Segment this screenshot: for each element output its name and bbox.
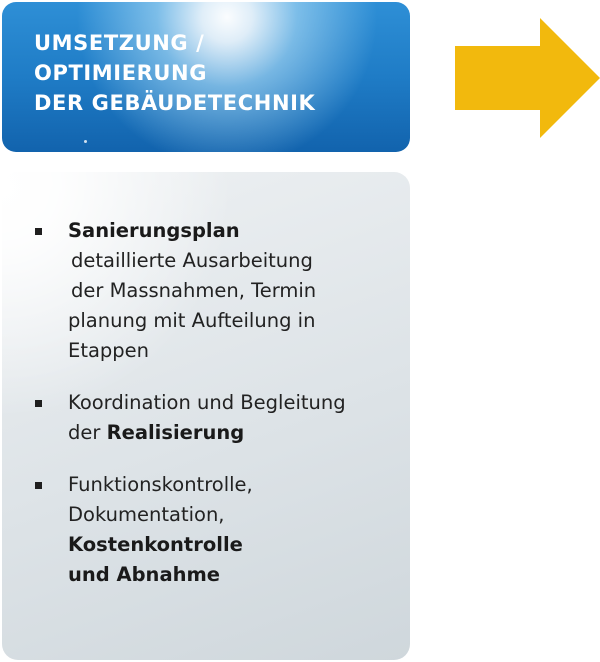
bullet-list bbox=[32, 216, 402, 590]
bullet-bold-text: Realisierung bbox=[106, 421, 245, 444]
bullet-text-line bbox=[68, 418, 402, 448]
bullet-bold-text: und Abnahme bbox=[68, 563, 221, 586]
phase-title-line-3: DER GEBÄUDETECHNIK bbox=[34, 91, 316, 115]
bullet-bold-text: Kostenkontrolle bbox=[68, 533, 243, 556]
bullet-text-line: Etappen bbox=[68, 339, 150, 362]
bullet-title: Sanierungsplan bbox=[68, 219, 240, 242]
phase-title bbox=[34, 28, 315, 118]
content-box bbox=[2, 172, 410, 660]
arrow-shape bbox=[455, 18, 600, 138]
phase-title-line-1: UMSETZUNG / bbox=[34, 31, 205, 55]
bullet-text-line: Dokumentation, bbox=[68, 503, 225, 526]
bullet-item-funktionskontrolle bbox=[32, 470, 402, 590]
bullet-text-line: Koordination und Begleitung bbox=[68, 391, 346, 414]
bullet-text-line: detaillierte Ausarbeitung bbox=[71, 249, 313, 272]
phase-title-line-2: OPTIMIERUNG bbox=[34, 61, 208, 85]
bullet-text-line: Funktionskontrolle, bbox=[68, 473, 253, 496]
bullet-item-sanierungsplan bbox=[32, 216, 402, 366]
arrow-right-icon bbox=[455, 18, 600, 138]
bullet-marker-icon bbox=[35, 482, 42, 489]
bullet-marker-icon bbox=[35, 400, 42, 407]
light-spark bbox=[84, 140, 87, 143]
bullet-text-line: planung mit Aufteilung in bbox=[68, 309, 316, 332]
phase-header-box bbox=[2, 2, 410, 152]
bullet-text-line: der Massnahmen, Termin bbox=[71, 279, 317, 302]
bullet-item-koordination bbox=[32, 388, 402, 448]
bullet-marker-icon bbox=[35, 228, 42, 235]
bullet-text-prefix: der bbox=[68, 421, 107, 444]
